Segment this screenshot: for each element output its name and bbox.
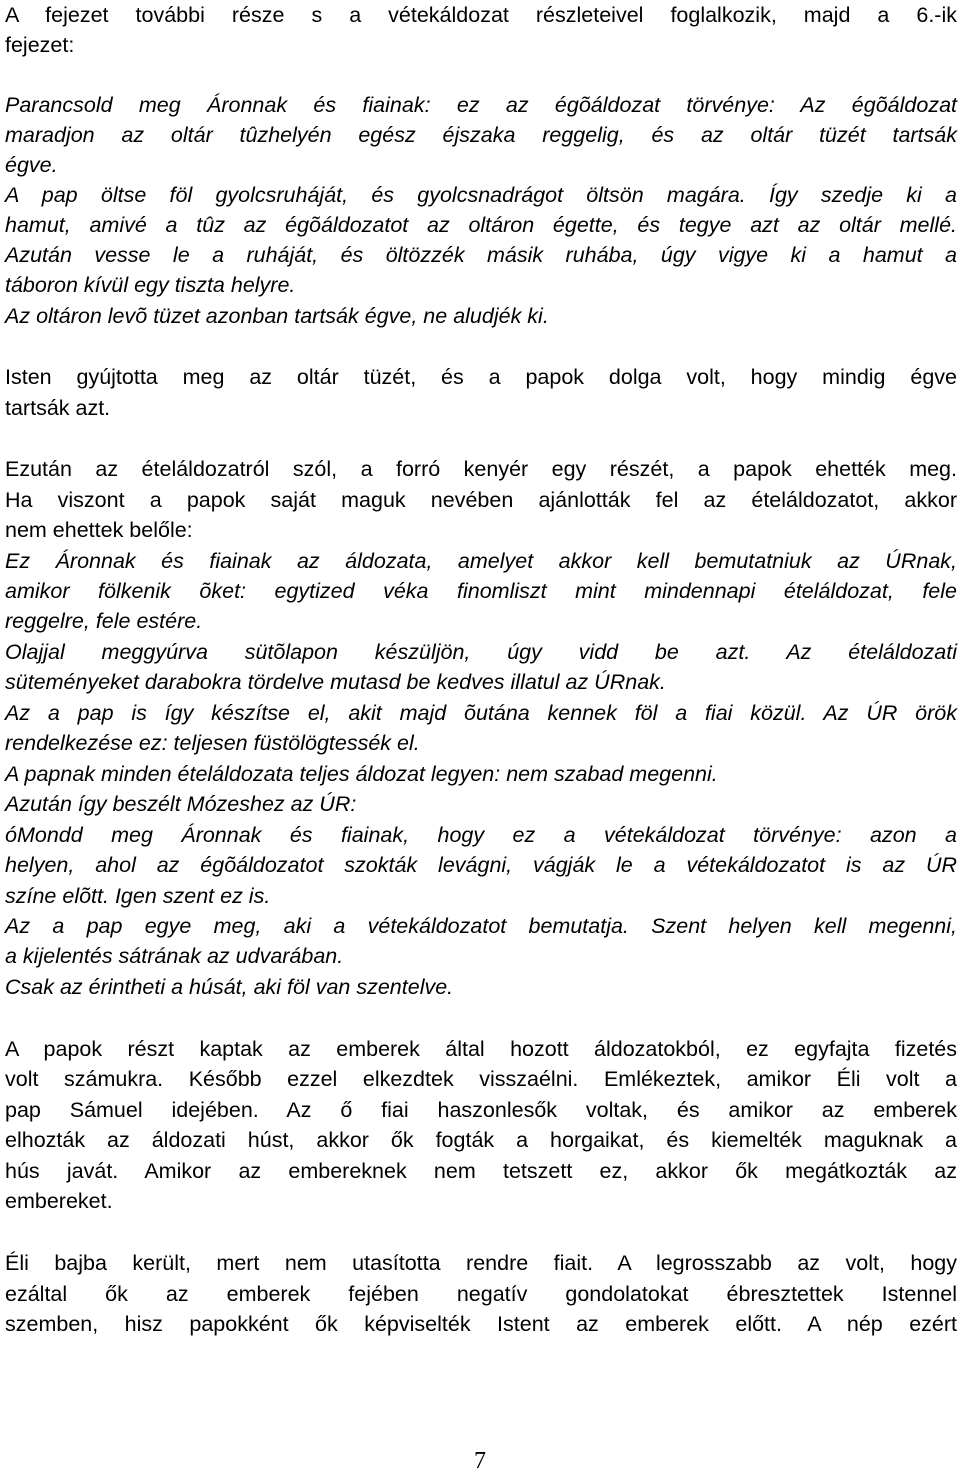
text-line: hamut, amivé a tûz az égõáldozatot az oltáron égette, és tegye azt az oltár mellé. xyxy=(5,213,957,237)
text-line: A fejezet további része s a vétekáldozat részleteivel foglalkozik, majd a 6.-ik xyxy=(5,3,957,27)
text-line: Ezután az ételáldozatról szól, a forró kenyér egy részét, a papok ehették meg. xyxy=(5,457,957,481)
text-line: Az a pap egye meg, aki a vétekáldozatot bemutatja. Szent helyen kell megenni, xyxy=(5,914,957,938)
text-line: Parancsold meg Áronnak és fiainak: ez az égõáldozat törvénye: Az égõáldozat xyxy=(5,93,957,117)
text-line: Csak az érintheti a húsát, aki föl van szentelve. xyxy=(5,975,454,999)
page-number: 7 xyxy=(474,1448,486,1474)
text-line: ezáltal ők az emberek fejében negatív gondolatokat ébresztettek Istennel xyxy=(5,1282,957,1306)
text-line: maradjon az oltár tûzhelyén egész éjszaka reggelig, és az oltár tüzét tartsák xyxy=(5,123,957,147)
text-line: hús javát. Amikor az embereknek nem tetszett ez, akkor ők megátkozták az xyxy=(5,1159,957,1183)
text-line: szemben, hisz papokként ők képviselték Istent az emberek előtt. A nép ezért xyxy=(5,1312,957,1336)
text-line: embereket. xyxy=(5,1189,113,1213)
text-line: volt számukra. Később ezzel elkezdtek visszaélni. Emlékeztek, amikor Éli volt a xyxy=(5,1067,957,1091)
text-line: égve. xyxy=(5,153,58,177)
text-line: Az a pap is így készítse el, akit majd õutána kennek föl a fiai közül. Az ÚR örök xyxy=(5,701,957,725)
text-line: a kijelentés sátrának az udvarában. xyxy=(5,944,344,968)
text-line: pap Sámuel idejében. Az ő fiai haszonlesők voltak, és amikor az emberek xyxy=(5,1098,957,1122)
text-line: nem ehettek belőle: xyxy=(5,518,193,542)
text-line: tartsák azt. xyxy=(5,396,111,420)
text-line: elhozták az áldozati húst, akkor ők fogták a horgaikat, és kiemelték maguknak a xyxy=(5,1128,957,1152)
text-line: A papnak minden ételáldozata teljes áldozat legyen: nem szabad megenni. xyxy=(5,762,718,786)
text-line: süteményeket darabokra tördelve mutasd be kedves illatul az ÚRnak. xyxy=(5,670,666,694)
text-line: Olajjal meggyúrva sütõlapon készüljön, úgy vidd be azt. Az ételáldozati xyxy=(5,640,957,664)
text-line: táboron kívül egy tiszta helyre. xyxy=(5,273,296,297)
text-line: Isten gyújtotta meg az oltár tüzét, és a papok dolga volt, hogy mindig égve xyxy=(5,365,957,389)
text-line: Azután vesse le a ruháját, és öltözzék másik ruhába, úgy vigye ki a hamut a xyxy=(5,243,957,267)
text-line: helyen, ahol az égõáldozatot szokták levágni, vágják le a vétekáldozatot is az ÚR xyxy=(5,853,957,877)
text-line: Ha viszont a papok saját maguk nevében ajánlották fel az ételáldozatot, akkor xyxy=(5,488,957,512)
text-line: színe elõtt. Igen szent ez is. xyxy=(5,884,271,908)
text-line: fejezet: xyxy=(5,33,75,57)
text-line: amikor fölkenik õket: egytized véka finomliszt mint mindennapi ételáldozat, fele xyxy=(5,579,957,603)
text-line: Azután így beszélt Mózeshez az ÚR: xyxy=(5,792,357,816)
text-line: reggelre, fele estére. xyxy=(5,609,203,633)
text-line: Éli bajba került, mert nem utasította rendre fiait. A legrosszabb az volt, hogy xyxy=(5,1251,957,1275)
text-line: A pap öltse föl gyolcsruháját, és gyolcsnadrágot öltsön magára. Így szedje ki a xyxy=(5,183,957,207)
text-line: Az oltáron levõ tüzet azonban tartsák égve, ne aludjék ki. xyxy=(5,304,549,328)
text-line: A papok részt kaptak az emberek által hozott áldozatokból, ez egyfajta fizetés xyxy=(5,1037,957,1061)
text-line: rendelkezése ez: teljesen füstölögtessék el. xyxy=(5,731,420,755)
text-line: óMondd meg Áronnak és fiainak, hogy ez a vétekáldozat törvénye: azon a xyxy=(5,823,957,847)
text-line: Ez Áronnak és fiainak az áldozata, amelyet akkor kell bemutatniuk az ÚRnak, xyxy=(5,549,957,573)
